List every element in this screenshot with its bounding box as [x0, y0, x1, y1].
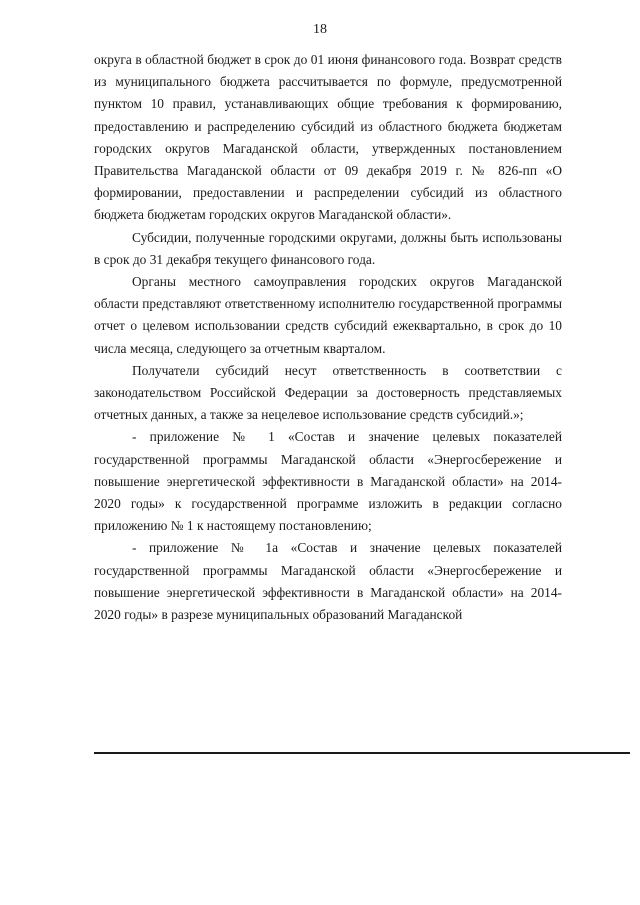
paragraph-subsidy-deadline: Субсидии, полученные городскими округами, должны быть использованы в срок до 31 декабря текущего финансового года. — [94, 229, 562, 267]
paragraph-reporting: Органы местного самоуправления городских округов Магаданской области представляют ответственному исполнителю государственной программы отчет о целевом использовании средств субсидий ежеквартально, в срок до 10 числа месяца, следующего за отчетным кварталом. — [94, 274, 562, 356]
page-number: 18 — [313, 22, 327, 37]
document-body — [94, 49, 562, 626]
paragraph-appendix-1a: - приложение № 1а «Состав и значение целевых показателей государственной программы Магаданской области «Энергосбережение и повышение энергетической эффективности в Магаданской области» на 2014-2020 годы» в разрезе муниципальных образований Магаданской — [94, 540, 562, 623]
paragraph-responsibility: Получатели субсидий несут ответственность в соответствии с законодательством Российской Федерации за достоверность представляемых отчетных данных, а также за нецелевое использование средств субсидий.»; — [94, 362, 562, 423]
horizontal-rule — [94, 752, 630, 754]
paragraph-appendix-1: - приложение № 1 «Состав и значение целевых показателей государственной программы Магаданской области «Энергосбережение и повышение энергетической эффективности в Магаданской области» на 2014-2020 годы» к государственной программе изложить в редакции согласно приложению № 1 к настоящему постановлению; — [94, 429, 562, 534]
paragraph-return-of-funds: округа в областной бюджет в срок до 01 июня финансового года. Возврат средств из муниципального бюджета рассчитывается по формуле, предусмотренной пунктом 10 правил, устанавливающих общие требования к формированию, предоставлению и распределению субсидий из областного бюджета бюджетам городских округов Магаданской области, утвержденных постановлением Правительства Магаданской области от 09 декабря 2019 г. № 826-пп «О формировании, предоставлении и распределении субсидий из областного бюджета бюджетам городских округов Магаданской области». — [94, 52, 562, 223]
